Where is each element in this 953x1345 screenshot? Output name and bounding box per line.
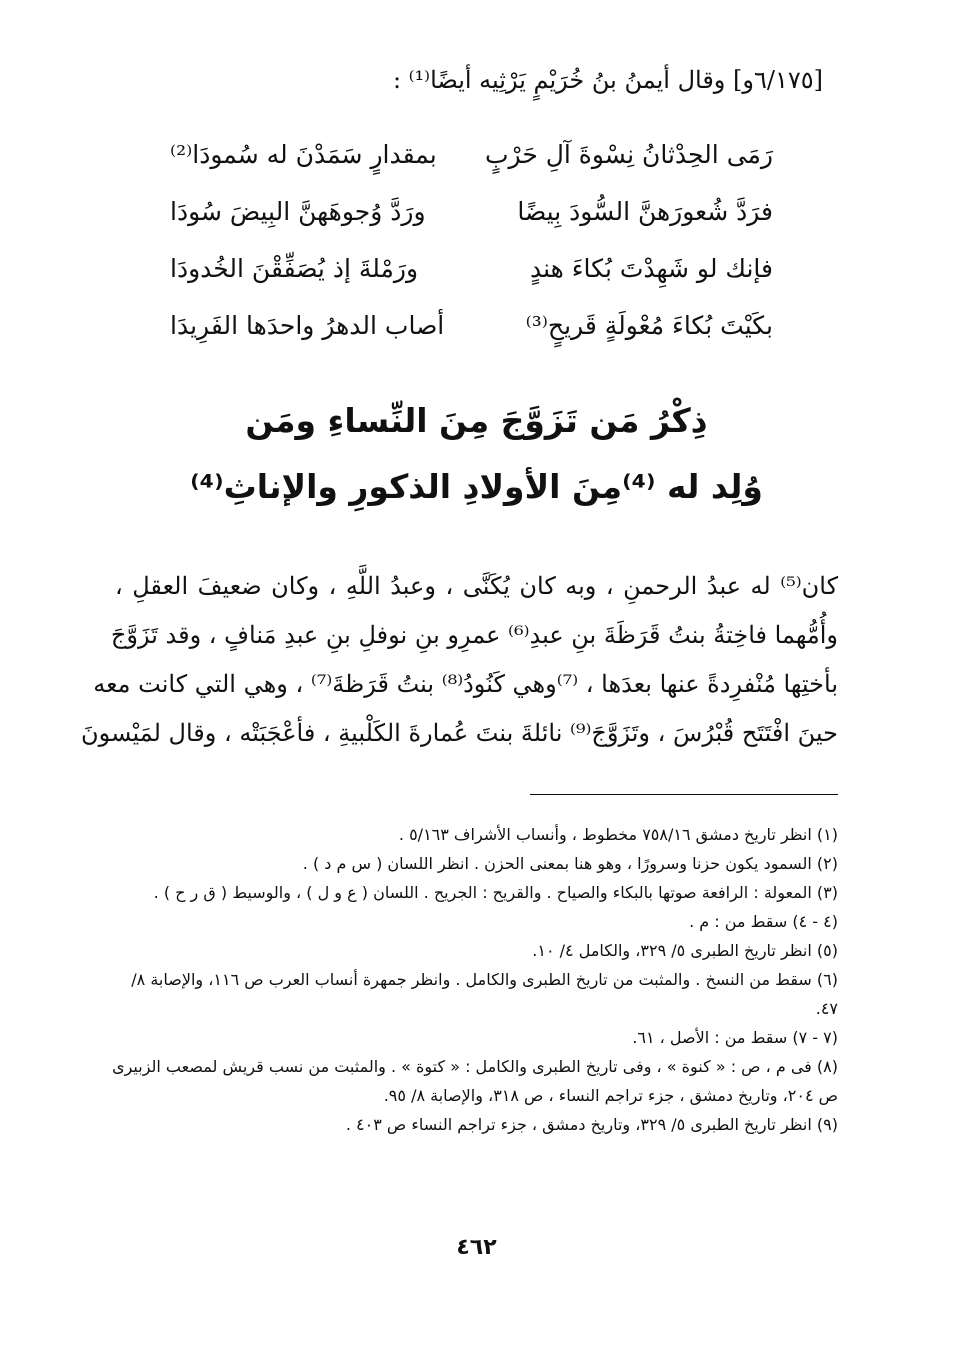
body-paragraph xyxy=(81,562,838,758)
verse-second-hemistich: أصاب الدهرُ واحدَها الفَرِيدَا xyxy=(170,311,445,340)
footnote: (١) انظر تاريخ دمشق ٧٥٨/١٦ مخطوط ، وأنساب الأشراف ٥/١٦٣ . xyxy=(398,825,838,844)
section-title xyxy=(0,388,953,520)
body-line: حينَ افْتَتَح قُبْرُسَ ، وتَزَوَّجَ⁽⁹⁾ نائلةَ بنتَ عُمارةَ الكَلْبيةِ ، فأعْجَبَتْه ، وقال لمَيْسونَ xyxy=(81,719,838,747)
body-line: بأختِها مُنْفرِدةً عنها بعدَها ، ⁽⁷⁾وهي كَنُودُ⁽⁸⁾ بنتُ قَرَظةَ⁽⁷⁾ ، وهي التي كانت معه xyxy=(93,670,838,698)
footnotes xyxy=(110,820,838,1139)
verse-first-hemistich: بكَيْتَ بُكاءَ مُعْولَةٍ قَريحٍ⁽³⁾ xyxy=(525,311,773,340)
body-line: كان⁽⁵⁾ له عبدُ الرحمنِ ، وبه كان يُكَنَّى ، وعبدُ اللَّهِ ، وكان ضعيفَ العقلِ ، xyxy=(115,572,838,600)
poem-intro: [٦/١٧٥و] وقال أيمنُ بنُ خُرَيْمٍ يَرْثِيه أيضًا⁽¹⁾ : xyxy=(392,66,823,94)
poem-verse xyxy=(170,240,773,297)
verse-first-hemistich: فإنك لو شَهِدْتَ بُكاءَ هندٍ xyxy=(529,254,773,283)
verse-first-hemistich: فرَدَّ شُعورَهنَّ السُّودَ بِيضًا xyxy=(517,197,773,226)
footnote: (٤ - ٤) سقط من : م . xyxy=(689,912,838,931)
footnote: (٥) انظر تاريخ الطبرى ٥/ ٣٢٩، والكامل ٤/ ١٠. xyxy=(532,941,838,960)
footnote: (٧ - ٧) سقط من : الأصل ، ٦١. xyxy=(632,1028,838,1047)
verse-second-hemistich: بمقدارٍ سَمَدْنَ له سُمودَا⁽²⁾ xyxy=(170,140,437,169)
footnote: (٨) فى م ، ص : « كنوة » ، وفى تاريخ الطبرى والكامل : « كتوة » . والمثبت من نسب قريش لمصعب الزبيرى ص ٢٠٤، وتاريخ دمشق ، جزء تراجم النساء ، ص ٣١٨، والإصابة ٨/ ٩٥. xyxy=(112,1057,838,1105)
poem-verse xyxy=(170,183,773,240)
section-title-line: ذِكْرُ مَن تَزَوَّجَ مِنَ النِّساءِ ومَن xyxy=(245,401,708,440)
body-line: وأُمُّهما فاخِتةُ بنتُ قَرَظَةَ بنِ عبدِ⁽⁶⁾ عمرِو بنِ نوفلِ بنِ عبدِ مَنافٍ ، وقد تَزَوَّجَ xyxy=(110,621,838,649)
footnote: (٩) انظر تاريخ الطبرى ٥/ ٣٢٩، وتاريخ دمشق ، جزء تراجم النساء ص ٤٠٣ . xyxy=(345,1115,838,1134)
section-title-line: وُلِد له ⁽⁴⁾مِنَ الأولادِ الذكورِ والإناثِ⁽⁴⁾ xyxy=(190,467,763,506)
footnote: (٣) المعولة : الرافعة صوتها بالبكاء والصياح . والقريح : الجريح . اللسان ( ع و ل ) ، والوسيط ( ق ر ح ) . xyxy=(153,883,838,902)
poem-verse xyxy=(170,297,773,354)
poem xyxy=(170,126,773,354)
footnote: (٢) السمود يكون حزنا وسرورًا ، وهو هنا بمعنى الحزن . انظر اللسان ( س م د ) . xyxy=(302,854,838,873)
footnote-divider xyxy=(530,794,838,795)
footnote: (٦) سقط من النسخ . والمثبت من تاريخ الطبرى والكامل . وانظر جمهرة أنساب العرب ص ١١٦، والإصابة ٨/ ٤٧. xyxy=(131,970,838,1018)
poem-verse xyxy=(170,126,773,183)
verse-first-hemistich: رَمَى الحِدْثانُ نِسْوةَ آلِ حَرْبٍ xyxy=(484,140,773,169)
verse-second-hemistich: ورَدَّ وُجوهَهنَّ البِيضَ سُودَا xyxy=(170,197,426,226)
verse-second-hemistich: ورَمْلةَ إذ يُصَفِّقْنَ الخُدودَا xyxy=(170,254,419,283)
page-number: ٤٦٢ xyxy=(456,1235,497,1260)
